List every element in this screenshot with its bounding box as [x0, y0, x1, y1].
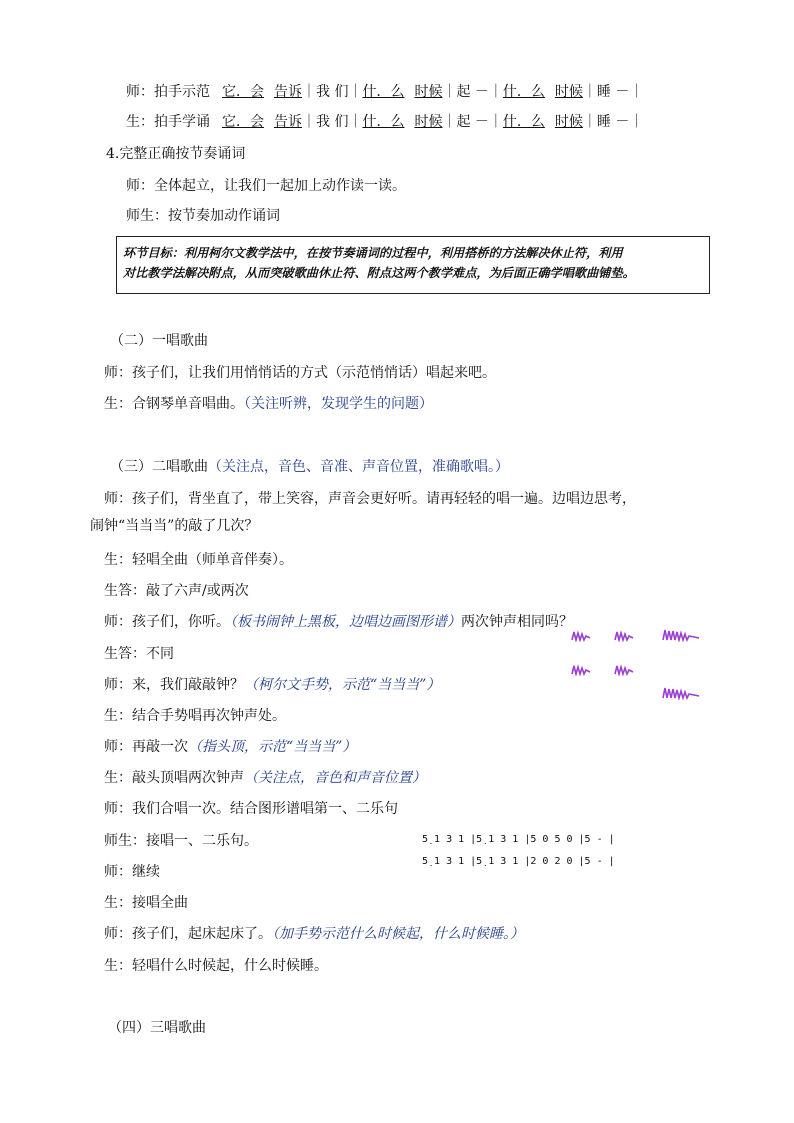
note-text: （关注听辨，发现学生的问题） — [244, 396, 433, 412]
bell-mark-icon — [571, 630, 591, 642]
rhythm-cell: 告诉 — [274, 114, 302, 130]
teacher-line: 师：我们合唱一次。结合图形谱唱第一、二乐句 — [104, 801, 398, 817]
note-text: （关注点，音色、音准、声音位置，准确歌唱。） — [208, 459, 509, 475]
rhythm-cell: 时候 — [414, 114, 443, 130]
action-text: 拍手示范 — [154, 84, 210, 100]
rhythm-cell: 什．么 — [502, 84, 545, 100]
teacher-line: 师：孩子们，起床起床了。（加手势示范什么时候起，什么时候睡。） — [104, 926, 524, 942]
note-text: （加手势示范什么时候起，什么时候睡。） — [272, 926, 524, 942]
goal-box — [116, 236, 710, 294]
teacher-line: 师：来，我们敲敲钟？（柯尔文手势，示范“当当当”） — [104, 677, 441, 693]
rhythm-cell: 时候 — [414, 84, 443, 100]
section-title: （三）二唱歌曲（关注点，音色、音准、声音位置，准确歌唱。） — [110, 459, 509, 475]
student-line: 生：轻唱全曲（师单音伴奏）。 — [104, 552, 293, 568]
note-text: （关注点，音色和声音位置） — [244, 770, 426, 786]
both-line: 师生：接唱一、二乐句。 — [104, 833, 258, 849]
rhythm-cell: 起 － — [456, 114, 489, 130]
student-line: 生：轻唱什么时候起，什么时候睡。 — [104, 958, 328, 974]
speaker-label: 师： — [126, 84, 154, 100]
section-title: （二）一唱歌曲 — [110, 333, 208, 349]
rhythm-cell: 什．么 — [502, 114, 545, 130]
bell-mark-icon — [571, 664, 591, 676]
rhythm-cell: 它．会 — [222, 114, 264, 130]
rhythm-cell: 告诉 — [274, 84, 302, 100]
student-answer: 生答：敲了六声/或两次 — [104, 583, 249, 599]
action-text: 拍手学诵 — [154, 114, 210, 130]
teacher-line: 师：孩子们，你听。（板书闹钟上黑板，边唱边画图形谱）两次钟声相同吗？ — [104, 614, 573, 630]
student-line: 生：结合手势唱再次钟声处。 — [104, 708, 286, 724]
teacher-line: 师：再敲一次（指头顶，示范“当当当”） — [104, 739, 357, 755]
rhythm-cell: 时候 — [554, 114, 583, 130]
bell-mark-icon — [614, 630, 634, 642]
teacher-line: 师：孩子们，让我们用悄悄话的方式（示范悄悄话）唱起来吧。 — [104, 365, 496, 381]
rhythm-cell: 睡 － — [596, 114, 630, 130]
bell-mark-icon — [614, 664, 634, 676]
teacher-line-cont: 闹钟“当当当”的敲了几次？ — [90, 518, 259, 534]
rhythm-cell: 时候 — [554, 84, 583, 100]
note-text: （板书闹钟上黑板，边唱边画图形谱） — [230, 614, 461, 630]
goal-line: 对比教学法解决附点，从而突破歌曲休止符、附点这两个教学难点，为后面正确学唱歌曲铺垫。 — [123, 266, 635, 280]
step4-both: 师生：按节奏加动作诵词 — [126, 208, 280, 224]
note-text: （柯尔文手势，示范“当当当”） — [244, 677, 441, 693]
rhythm-cell: 我 们 — [316, 84, 349, 100]
rhythm-cell: 睡 － — [596, 84, 630, 100]
teacher-line: 师：继续 — [104, 864, 160, 880]
student-line: 生：接唱全曲 — [104, 895, 188, 911]
teacher-line: 师：孩子们，背坐直了，带上笑容，声音会更好听。请再轻轻的唱一遍。边唱边思考， — [104, 491, 636, 507]
score-row-1: 5̣ 1 3 1 |5̣ 1 3 1 |5 0 5 0 |5 - | — [422, 834, 615, 845]
step4-title: 4.完整正确按节奏诵词 — [106, 146, 246, 162]
goal-line: 环节目标：利用柯尔文教学法中，在按节奏诵词的过程中，利用搭桥的方法解决休止符，利用 — [123, 246, 623, 260]
score-row-2: 5̣ 1 3 1 |5̣ 1 3 1 |2 0 2 0 |5 - | — [422, 856, 615, 867]
section-title: （四）三唱歌曲 — [108, 1020, 206, 1036]
student-line: 生：合钢琴单音唱曲。（关注听辨，发现学生的问题） — [104, 396, 433, 412]
student-line: 生：敲头顶唱两次钟声（关注点，音色和声音位置） — [104, 770, 426, 786]
step4-teacher: 师：全体起立，让我们一起加上动作读一读。 — [126, 178, 406, 194]
note-text: （指头顶，示范“当当当”） — [188, 739, 357, 755]
student-answer: 生答：不同 — [104, 646, 174, 662]
rhythm-cell: 它．会 — [222, 84, 264, 100]
rhythm-cell: 什．么 — [362, 84, 405, 100]
rhythm-row-student: 生：拍手学诵 它．会 告诉｜我 们｜什．么 时候｜起 －｜什．么 时候｜睡 －｜ — [126, 114, 644, 130]
bell-mark-long-icon — [662, 686, 700, 700]
bell-mark-long-icon — [662, 628, 700, 642]
rhythm-cell: 我 们 — [316, 114, 349, 130]
rhythm-row-teacher: 师：拍手示范 它．会 告诉｜我 们｜什．么 时候｜起 －｜什．么 时候｜睡 －｜ — [126, 84, 644, 100]
rhythm-cell: 起 － — [456, 84, 489, 100]
speaker-label: 生： — [126, 114, 154, 130]
rhythm-cell: 什．么 — [362, 114, 405, 130]
